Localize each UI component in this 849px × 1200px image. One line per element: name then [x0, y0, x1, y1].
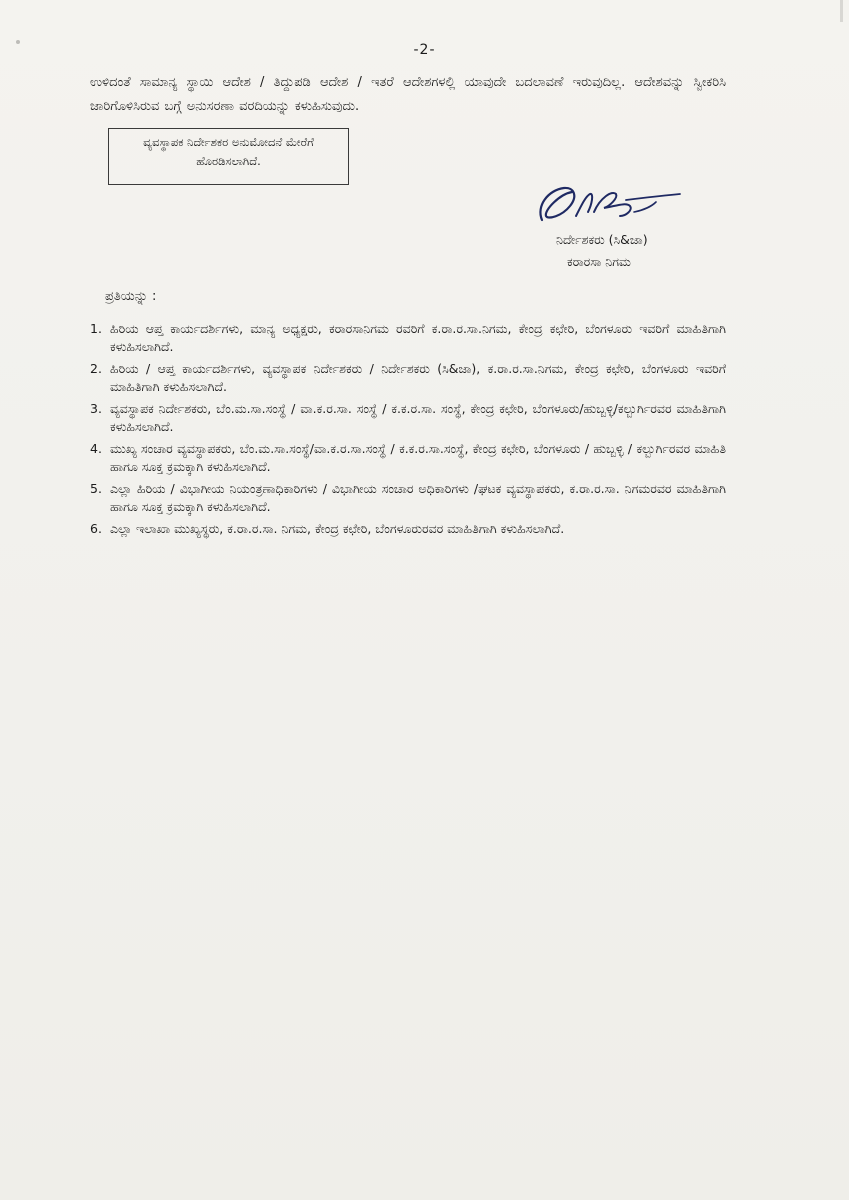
list-item — [90, 520, 726, 538]
signatory-designation: ನಿರ್ದೇಶಕರು (ಸಿ&ಜಾ) — [556, 232, 648, 247]
list-item — [90, 480, 726, 516]
list-item-number: 4. — [90, 441, 102, 456]
list-item-text: ಎಲ್ಲಾ ಹಿರಿಯ / ವಿಭಾಗೀಯ ನಿಯಂತ್ರಣಾಧಿಕಾರಿಗಳು / ವಿಭಾಗೀಯ ಸಂಚಾರ ಅಧಿಕಾರಿಗಳು /ಘಟಕ ವ್ಯವಸ್ಥಾಪಕರು, ಕ.ರಾ.ರ.ಸಾ. ನಿಗಮರವರ ಮಾಹಿತಿಗಾಗಿ ಹಾಗೂ ಸೂಕ್ತ ಕ್ರಮಕ್ಕಾಗಿ ಕಳುಹಿಸಲಾಗಿದೆ. — [110, 481, 726, 514]
approval-note-box: ವ್ಯವಸ್ಥಾಪಕ ನಿರ್ದೇಶಕರ ಅನುಮೋದನೆ ಮೇರೆಗೆ ಹೊರಡಿಸಲಾಗಿದೆ. — [108, 128, 349, 185]
intro-paragraph: ಉಳಿದಂತೆ ಸಾಮಾನ್ಯ ಸ್ಥಾಯಿ ಆದೇಶ / ತಿದ್ದುಪಡಿ ಆದೇಶ / ಇತರೆ ಆದೇಶಗಳಲ್ಲಿ ಯಾವುದೇ ಬದಲಾವಣೆ ಇರುವುದಿಲ್ಲ. ಆದೇಶವನ್ನು ಸ್ವೀಕರಿಸಿ ಜಾರಿಗೊಳಿಸಿರುವ ಬಗ್ಗೆ ಅನುಸರಣಾ ವರದಿಯನ್ನು ಕಳುಹಿಸುವುದು. — [90, 75, 726, 114]
page-number: -2- — [413, 42, 436, 58]
signatory-organization: ಕರಾರಸಾ ನಿಗಮ — [567, 254, 631, 269]
handwritten-signature — [530, 176, 690, 232]
list-item-number: 6. — [90, 521, 102, 536]
list-item — [90, 440, 726, 476]
list-item-text: ಹಿರಿಯ / ಆಪ್ತ ಕಾರ್ಯದರ್ಶಿಗಳು, ವ್ಯವಸ್ಥಾಪಕ ನಿರ್ದೇಶಕರು / ನಿರ್ದೇಶಕರು (ಸಿ&ಜಾ), ಕ.ರಾ.ರ.ಸಾ.ನಿಗಮ, ಕೇಂದ್ರ ಕಛೇರಿ, ಬೆಂಗಳೂರು ಇವರಿಗೆ ಮಾಹಿತಿಗಾಗಿ ಕಳುಹಿಸಲಾಗಿದೆ. — [110, 361, 726, 394]
list-item-number: 2. — [90, 361, 102, 376]
list-item-number: 1. — [90, 321, 102, 336]
list-item — [90, 400, 726, 436]
list-item — [90, 360, 726, 396]
list-item-text: ಮುಖ್ಯ ಸಂಚಾರ ವ್ಯವಸ್ಥಾಪಕರು, ಬೆಂ.ಮ.ಸಾ.ಸಂಸ್ಥೆ/ವಾ.ಕ.ರ.ಸಾ.ಸಂಸ್ಥೆ / ಕ.ಕ.ರ.ಸಾ.ಸಂಸ್ಥೆ, ಕೇಂದ್ರ ಕಛೇರಿ, ಬೆಂಗಳೂರು / ಹುಬ್ಬಳ್ಳಿ / ಕಲ್ಬುರ್ಗಿರವರ ಮಾಹಿತಿ ಹಾಗೂ ಸೂಕ್ತ ಕ್ರಮಕ್ಕಾಗಿ ಕಳುಹಿಸಲಾಗಿದೆ. — [110, 441, 726, 474]
copies-heading: ಪ್ರತಿಯನ್ನು : — [105, 289, 157, 304]
copies-list — [90, 320, 726, 542]
list-item-text: ಎಲ್ಲಾ ಇಲಾಖಾ ಮುಖ್ಯಸ್ಥರು, ಕ.ರಾ.ರ.ಸಾ. ನಿಗಮ, ಕೇಂದ್ರ ಕಛೇರಿ, ಬೆಂಗಳೂರುರವರ ಮಾಹಿತಿಗಾಗಿ ಕಳುಹಿಸಲಾಗಿದೆ. — [110, 521, 565, 536]
list-item-text: ವ್ಯವಸ್ಥಾಪಕ ನಿರ್ದೇಶಕರು, ಬೆಂ.ಮ.ಸಾ.ಸಂಸ್ಥೆ / ವಾ.ಕ.ರ.ಸಾ. ಸಂಸ್ಥೆ / ಕ.ಕ.ರ.ಸಾ. ಸಂಸ್ಥೆ, ಕೇಂದ್ರ ಕಛೇರಿ, ಬೆಂಗಳೂರು/ಹುಬ್ಬಳ್ಳಿ/ಕಲ್ಬುರ್ಗಿರವರ ಮಾಹಿತಿಗಾಗಿ ಕಳುಹಿಸಲಾಗಿದೆ. — [110, 401, 726, 434]
list-item-number: 5. — [90, 481, 102, 496]
list-item-text: ಹಿರಿಯ ಆಪ್ತ ಕಾರ್ಯದರ್ಶಿಗಳು, ಮಾನ್ಯ ಅಧ್ಯಕ್ಷರು, ಕರಾರಸಾನಿಗಮ ರವರಿಗೆ ಕ.ರಾ.ರ.ಸಾ.ನಿಗಮ, ಕೇಂದ್ರ ಕಛೇರಿ, ಬೆಂಗಳೂರು ಇವರಿಗೆ ಮಾಹಿತಿಗಾಗಿ ಕಳುಹಿಸಲಾಗಿದೆ. — [110, 321, 726, 354]
list-item — [90, 320, 726, 356]
scan-edge-mark — [840, 0, 843, 22]
list-item-number: 3. — [90, 401, 102, 416]
